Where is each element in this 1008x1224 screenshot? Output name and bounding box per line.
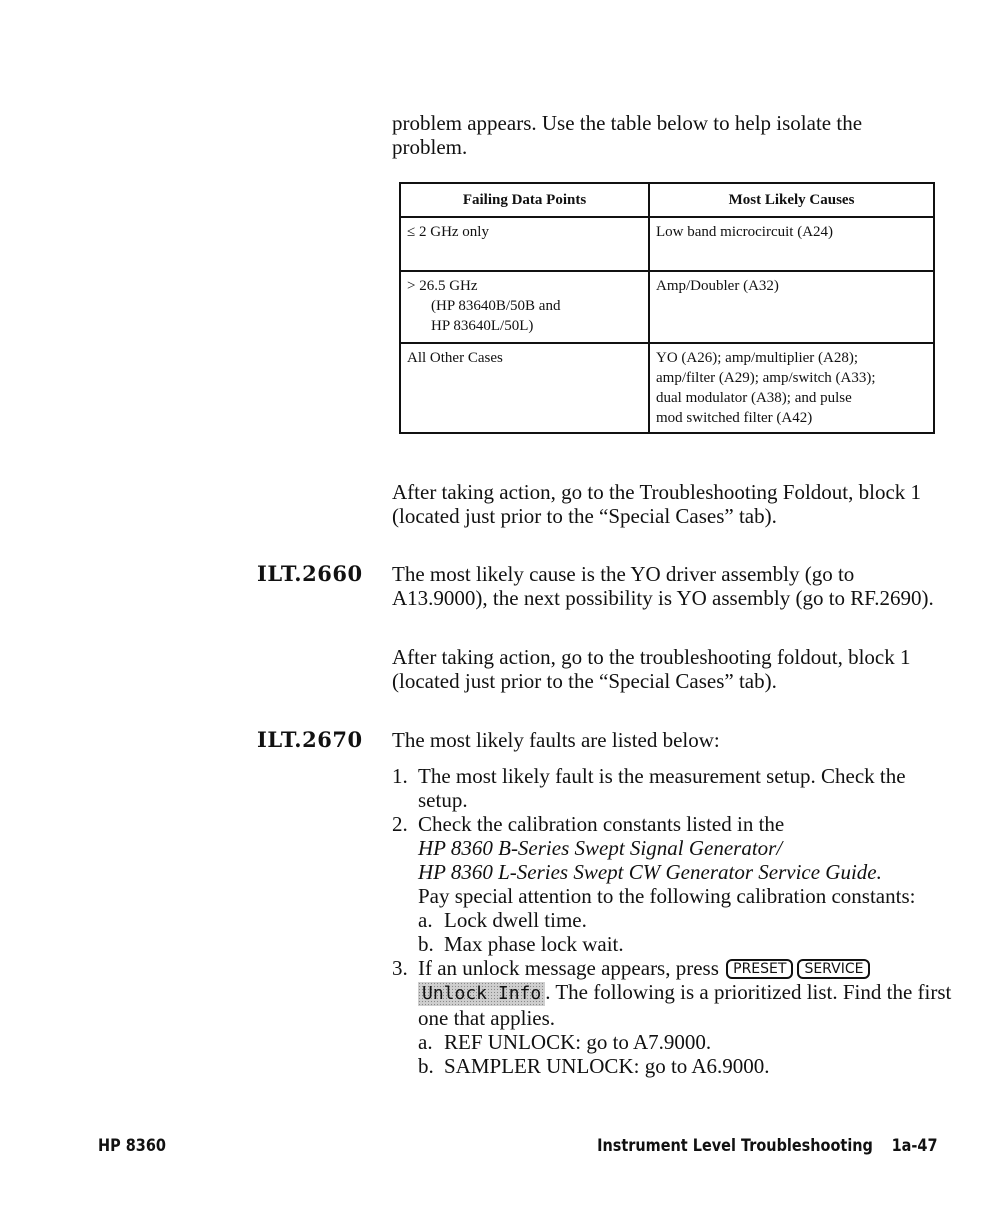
cell-line: amp/filter (A29); amp/switch (A33);: [656, 370, 876, 386]
sub-item-letter: a.: [418, 908, 433, 932]
column-header-failing-points: Failing Data Points: [400, 183, 649, 217]
guide-title-b-series: HP 8360 B-Series Swept Signal Generator/: [418, 836, 783, 860]
list-item-text: Pay special attention to the following calibration constants:: [418, 884, 916, 908]
section-heading-ilt-2670: ILT.2670: [257, 727, 363, 752]
list-item: [392, 956, 952, 1078]
sub-item-letter: a.: [418, 1030, 433, 1054]
sub-item-text: Lock dwell time.: [444, 908, 587, 932]
preset-key: PRESET: [726, 959, 793, 979]
cell-line: YO (A26); amp/multiplier (A28);: [656, 350, 859, 366]
list-item-number: 1.: [392, 764, 408, 788]
service-key: SERVICE: [797, 959, 870, 979]
list-item-text: If an unlock message appears, press: [418, 956, 719, 980]
sub-item: [418, 1030, 952, 1054]
ilt-2670-intro: The most likely faults are listed below:: [392, 728, 720, 752]
column-header-likely-causes: Most Likely Causes: [649, 183, 934, 217]
sub-item-text: SAMPLER UNLOCK: go to A6.9000.: [444, 1054, 770, 1078]
list-item-text-block: [418, 956, 952, 1030]
table-row: [400, 217, 934, 271]
likely-cause-cell: [649, 343, 934, 433]
table-header-row: [400, 183, 934, 217]
sub-item: [418, 908, 952, 932]
list-item-text: The most likely fault is the measurement setup. Check the setup.: [418, 764, 906, 812]
sub-item-letter: b.: [418, 1054, 434, 1078]
cell-line: Low band microcircuit (A24): [656, 224, 834, 240]
sub-item: [418, 932, 952, 956]
cell-line: All Other Cases: [407, 350, 503, 366]
list-item-number: 2.: [392, 812, 408, 836]
table-row: [400, 343, 934, 433]
failure-cause-table: [399, 182, 935, 434]
ilt-2660-paragraph-2: After taking action, go to the troubleshooting foldout, block 1 (located just prior to the “Special Cases” tab).: [392, 645, 911, 693]
sub-item: [418, 1054, 952, 1078]
cell-line: ≤ 2 GHz only: [407, 224, 489, 240]
failing-point-cell: [400, 217, 649, 271]
intro-paragraph: problem appears. Use the table below to help isolate the problem.: [392, 111, 863, 159]
sub-item-letter: b.: [418, 932, 434, 956]
cell-line: mod switched filter (A42): [656, 410, 813, 426]
footer-chapter-title: Instrument Level Troubleshooting: [597, 1136, 874, 1156]
list-item-number: 3.: [392, 956, 408, 980]
unlock-info-softkey: Unlock Info: [418, 982, 545, 1006]
fault-list: [392, 764, 952, 1078]
ilt-2660-paragraph-1: The most likely cause is the YO driver assembly (go to A13.9000), the next possibility is YO assembly (go to RF.2690).: [392, 562, 934, 610]
cell-line: HP 83640L/50L): [431, 318, 534, 334]
failing-point-cell: [400, 343, 649, 433]
footer-product-name: HP 8360: [98, 1136, 166, 1156]
cell-line: > 26.5 GHz: [407, 278, 478, 294]
section-heading-ilt-2660: ILT.2660: [257, 561, 363, 586]
cell-line: dual modulator (A38); and pulse: [656, 390, 852, 406]
footer-chapter: [598, 1136, 938, 1156]
failing-point-cell: [400, 271, 649, 343]
footer-page-number: 1a-47: [892, 1136, 938, 1156]
sub-item-text: REF UNLOCK: go to A7.9000.: [444, 1030, 712, 1054]
list-item: [392, 812, 952, 956]
table-row: [400, 271, 934, 343]
after-table-paragraph: After taking action, go to the Troubleshooting Foldout, block 1 (located just prior to the “Special Cases” tab).: [392, 480, 922, 528]
likely-cause-cell: [649, 217, 934, 271]
cell-line: (HP 83640B/50B and: [431, 298, 561, 314]
list-item: [392, 764, 952, 812]
list-item-text-cont: . The following is a prioritized list. Find the first one that applies.: [418, 980, 952, 1030]
sub-item-text: Max phase lock wait.: [444, 932, 624, 956]
likely-cause-cell: [649, 271, 934, 343]
list-item-text: Check the calibration constants listed in the: [418, 812, 785, 836]
guide-title-l-series: HP 8360 L-Series Swept CW Generator Service Guide.: [418, 860, 882, 884]
cell-line: Amp/Doubler (A32): [656, 278, 779, 294]
